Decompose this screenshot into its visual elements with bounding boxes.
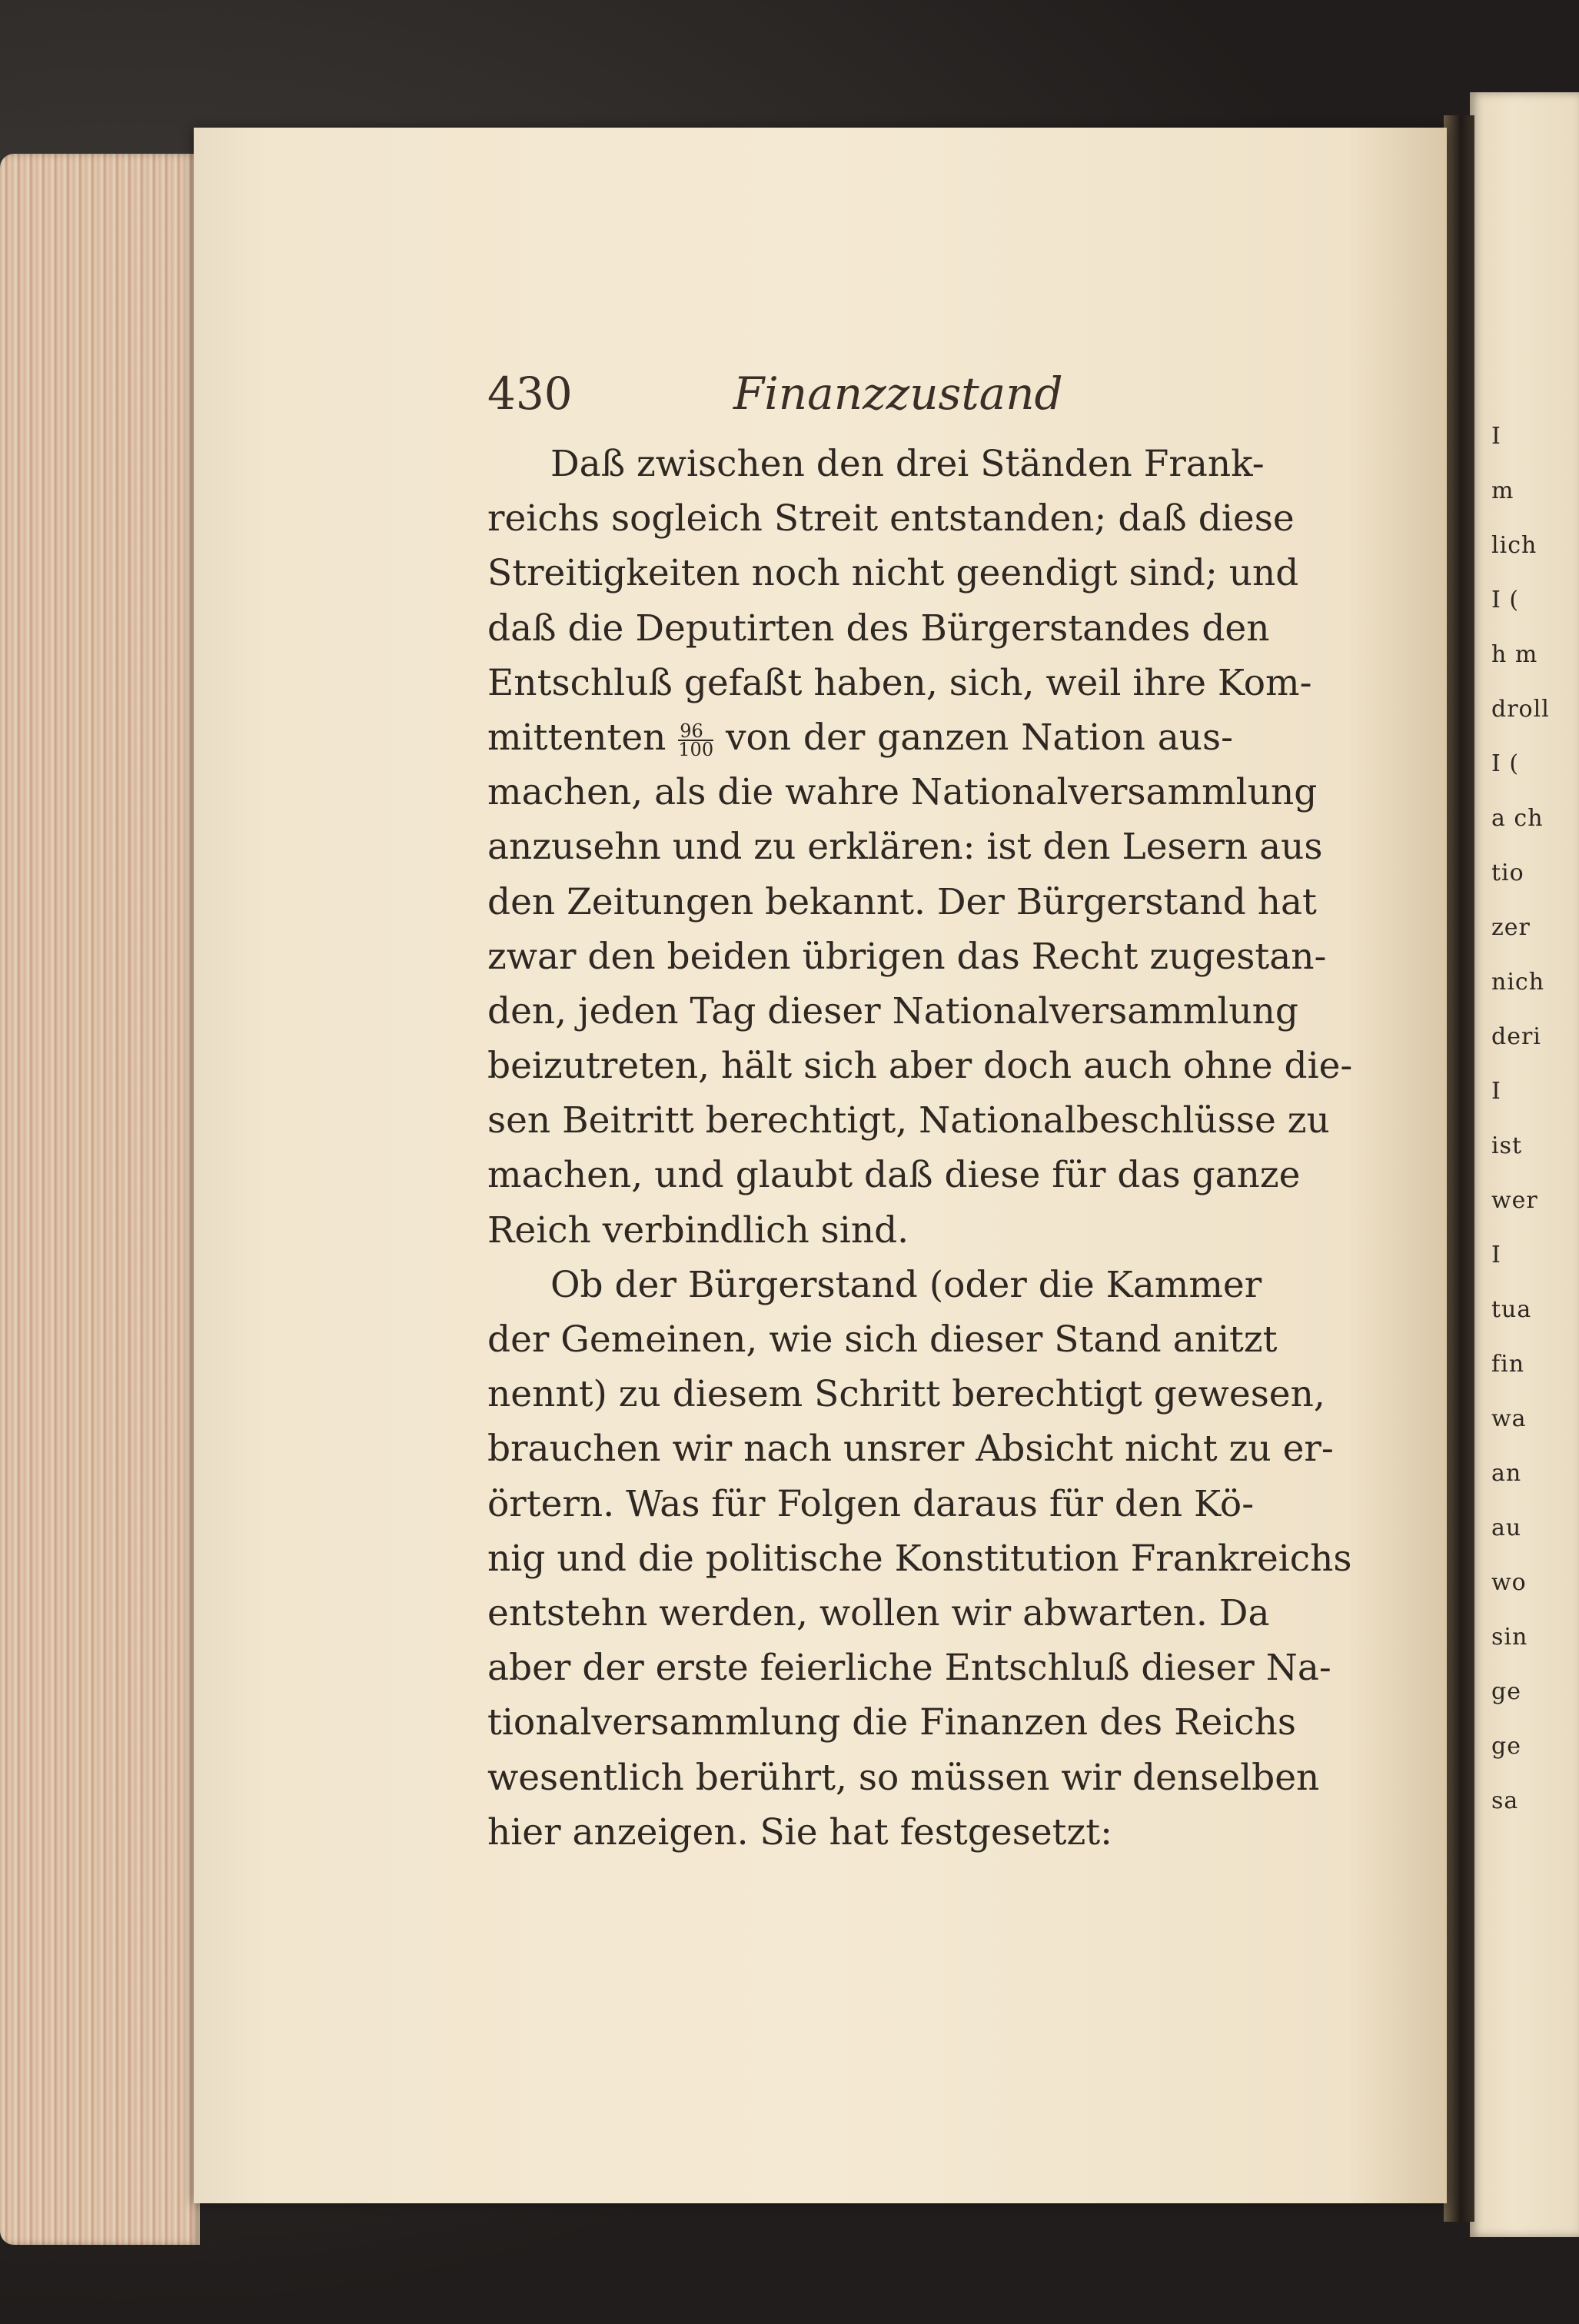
facing-page-fragment: deri: [1491, 1023, 1541, 1050]
text-line: daß die Deputirten des Bürgerstandes den: [487, 607, 1270, 650]
text-line: zwar den beiden übrigen das Recht zugestan-: [487, 935, 1327, 978]
facing-page-fragment: tio: [1491, 859, 1524, 886]
text-line: Entschluß gefaßt haben, sich, weil ihre Kom-: [487, 661, 1312, 704]
facing-page-fragment: droll: [1491, 696, 1550, 723]
text-line: der Gemeinen, wie sich dieser Stand anitzt: [487, 1318, 1278, 1361]
facing-page-fragment: m: [1491, 477, 1514, 504]
text-line: entstehn werden, wollen wir abwarten. Da: [487, 1591, 1270, 1634]
body-text: [487, 437, 1353, 1860]
fraction-denominator: 100: [678, 738, 714, 760]
fraction-numerator: 96: [678, 723, 713, 741]
text-line: sen Beitritt berechtigt, Nationalbeschlüsse zu: [487, 1099, 1330, 1142]
facing-page-fragment: ist: [1491, 1132, 1523, 1159]
facing-page-fragment: a ch: [1491, 805, 1544, 832]
facing-page-fragment: wa: [1491, 1405, 1527, 1432]
facing-page: [1470, 92, 1579, 2237]
facing-page-fragment: h m: [1491, 641, 1538, 668]
facing-page-fragment: ge: [1491, 1678, 1521, 1705]
text-line: anzusehn und zu erklären: ist den Lesern aus: [487, 826, 1323, 869]
facing-page-fragment: I: [1491, 423, 1501, 450]
facing-page-fragment: lich: [1491, 532, 1537, 559]
paragraph: [487, 1258, 1352, 1860]
book-page-edges: [0, 154, 200, 2245]
text-line: machen, und glaubt daß diese für das ganze: [487, 1154, 1301, 1197]
text-line: Streitigkeiten noch nicht geendigt sind; und: [487, 552, 1299, 595]
facing-page-fragment: wo: [1491, 1569, 1527, 1596]
text-line: Reich verbindlich sind.: [487, 1209, 909, 1252]
facing-page-fragment: fin: [1491, 1351, 1525, 1378]
text-line: reichs sogleich Streit entstanden; daß diese: [487, 497, 1295, 540]
facing-page-fragment: I (: [1491, 750, 1520, 777]
facing-page-fragment: sa: [1491, 1787, 1519, 1814]
text-line: den, jeden Tag dieser Nationalversammlung: [487, 989, 1299, 1032]
facing-page-fragment: tua: [1491, 1296, 1532, 1323]
text-line: örtern. Was für Folgen daraus für den Kö-: [487, 1482, 1255, 1525]
page-header: [487, 361, 1233, 423]
text-line: machen, als die wahre Nationalversammlung: [487, 771, 1318, 814]
text-line: hier anzeigen. Sie hat festgesetzt:: [487, 1810, 1112, 1854]
facing-page-fragment: I (: [1491, 587, 1520, 613]
text-line: nig und die politische Konstitution Frankreichs: [487, 1537, 1352, 1580]
book-gutter: [1444, 115, 1474, 2222]
text-line: brauchen wir nach unsrer Absicht nicht zu er-: [487, 1428, 1334, 1471]
text-line: Daß zwischen den drei Ständen Frank-: [550, 443, 1265, 485]
facing-page-fragment: zer: [1491, 914, 1531, 941]
facing-page-fragment: sin: [1491, 1624, 1528, 1651]
facing-page-fragment: au: [1491, 1514, 1522, 1541]
facing-page-fragment: wer: [1491, 1187, 1538, 1214]
text-line: mittenten $\frac{96}{100}$ von der ganzen Nation aus-: [487, 716, 1233, 760]
fraction: [678, 720, 714, 760]
paragraph: [487, 437, 1353, 1258]
text-line: aber der erste feierliche Entschluß dieser Na-: [487, 1647, 1331, 1690]
facing-page-fragment: nich: [1491, 969, 1545, 996]
facing-page-fragment: I: [1491, 1242, 1501, 1268]
facing-page-fragment: ge: [1491, 1733, 1521, 1760]
text-line: wesentlich berührt, so müssen wir denselben: [487, 1756, 1320, 1799]
running-title: Finanzzustand: [733, 367, 1063, 420]
text-line: beizutreten, hält sich aber doch auch ohne die-: [487, 1045, 1353, 1088]
page-number: 430: [487, 367, 573, 420]
text-line: den Zeitungen bekannt. Der Bürgerstand hat: [487, 880, 1317, 923]
text-line: Ob der Bürgerstand (oder die Kammer: [550, 1263, 1262, 1306]
facing-page-fragment: I: [1491, 1078, 1501, 1105]
facing-page-fragment: an: [1491, 1460, 1522, 1487]
text-line: nennt) zu diesem Schritt berechtigt gewesen,: [487, 1373, 1325, 1416]
text-line: tionalversammlung die Finanzen des Reichs: [487, 1701, 1297, 1744]
